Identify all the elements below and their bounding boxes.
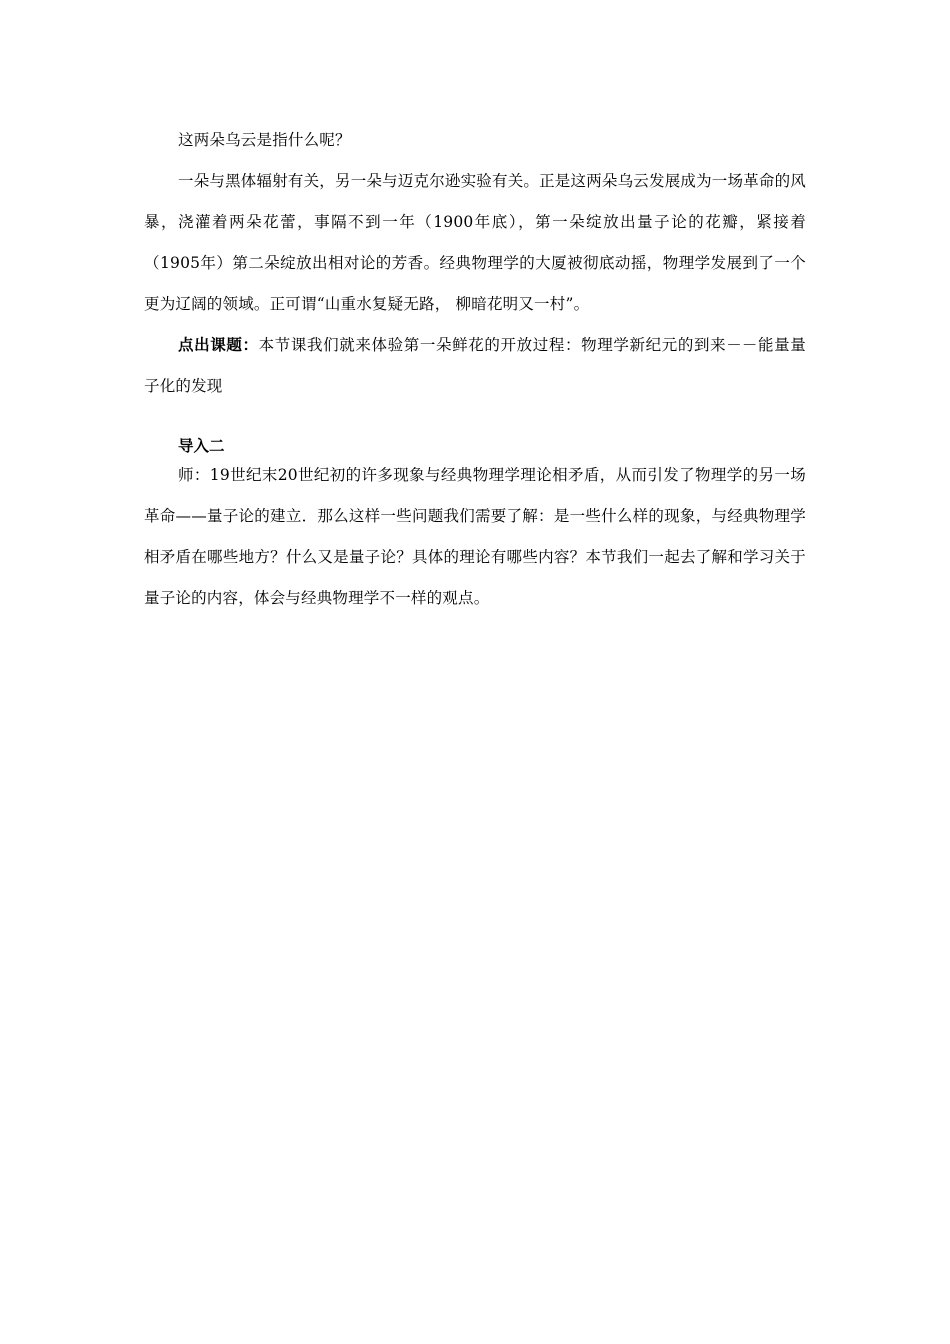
section-heading: 导入二 (178, 437, 225, 455)
topic-paragraph (144, 325, 806, 407)
document-body (144, 120, 806, 619)
question-paragraph: 这两朵乌云是指什么呢？ (178, 131, 351, 149)
topic-text: 本节课我们就来体验第一朵鲜花的开放过程：物理学新纪元的到来－－能量量子化的发现 (144, 336, 806, 395)
answer-paragraph: 一朵与黑体辐射有关，另一朵与迈克尔逊实验有关。正是这两朵乌云发展成为一场革命的风暴，浇灌着两朵花蕾，事隔不到一年（1900年底），第一朵绽放出量子论的花瓣，紧接着（1905年）第二朵绽放出相对论的芳香。经典物理学的大厦被彻底动摇，物理学发展到了一个更为辽阔的领域。正可谓“山重水复疑无路， 柳暗花明又一村”。 (144, 172, 807, 313)
topic-label: 点出课题： (178, 336, 259, 354)
intro-paragraph: 师：19世纪末20世纪初的许多现象与经典物理学理论相矛盾，从而引发了物理学的另一场革命——量子论的建立．那么这样一些问题我们需要了解：是一些什么样的现象，与经典物理学相矛盾在哪些地方？什么又是量子论？具体的理论有哪些内容？本节我们一起去了解和学习关于量子论的内容，体会与经典物理学不一样的观点。 (144, 466, 806, 607)
